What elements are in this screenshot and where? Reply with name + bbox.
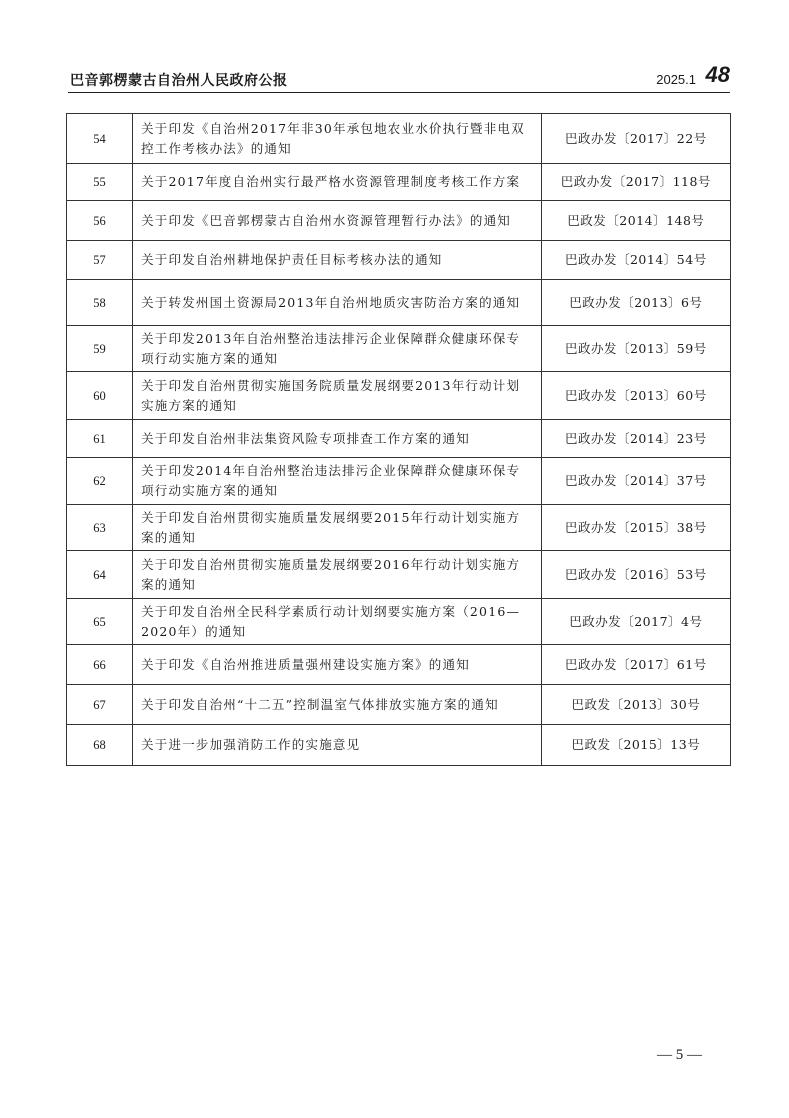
issue-number: 48 bbox=[705, 62, 730, 87]
row-number: 54 bbox=[67, 114, 133, 164]
document-title: 关于2017年度自治州实行最严格水资源管理制度考核工作方案 bbox=[133, 164, 542, 201]
document-number: 巴政办发〔2014〕54号 bbox=[541, 241, 730, 280]
document-list-table bbox=[66, 113, 731, 766]
table-row bbox=[67, 326, 731, 372]
document-number: 巴政发〔2015〕13号 bbox=[541, 725, 730, 766]
document-number: 巴政办发〔2017〕61号 bbox=[541, 645, 730, 685]
row-number: 61 bbox=[67, 420, 133, 458]
document-title: 关于印发《自治州2017年非30年承包地农业水价执行暨非电双控工作考核办法》的通知 bbox=[133, 114, 542, 164]
document-title: 关于印发自治州全民科学素质行动计划纲要实施方案（2016—2020年）的通知 bbox=[133, 599, 542, 645]
document-title: 关于印发自治州耕地保护责任目标考核办法的通知 bbox=[133, 241, 542, 280]
table-row bbox=[67, 505, 731, 551]
row-number: 64 bbox=[67, 551, 133, 599]
document-number: 巴政办发〔2013〕60号 bbox=[541, 372, 730, 420]
row-number: 59 bbox=[67, 326, 133, 372]
document-title: 关于印发《自治州推进质量强州建设实施方案》的通知 bbox=[133, 645, 542, 685]
document-number: 巴政办发〔2017〕4号 bbox=[541, 599, 730, 645]
document-title: 关于印发自治州贯彻实施质量发展纲要2016年行动计划实施方案的通知 bbox=[133, 551, 542, 599]
page-header bbox=[68, 62, 730, 93]
document-title: 关于进一步加强消防工作的实施意见 bbox=[133, 725, 542, 766]
document-number: 巴政办发〔2017〕22号 bbox=[541, 114, 730, 164]
table-row bbox=[67, 114, 731, 164]
table-row bbox=[67, 372, 731, 420]
table-row bbox=[67, 645, 731, 685]
document-number: 巴政发〔2014〕148号 bbox=[541, 201, 730, 241]
document-number: 巴政办发〔2017〕118号 bbox=[541, 164, 730, 201]
table-row bbox=[67, 241, 731, 280]
document-number: 巴政办发〔2014〕23号 bbox=[541, 420, 730, 458]
issue-date: 2025.1 bbox=[656, 72, 696, 87]
document-number: 巴政办发〔2014〕37号 bbox=[541, 458, 730, 505]
table-row bbox=[67, 551, 731, 599]
row-number: 60 bbox=[67, 372, 133, 420]
document-title: 关于印发自治州贯彻实施国务院质量发展纲要2013年行动计划实施方案的通知 bbox=[133, 372, 542, 420]
row-number: 68 bbox=[67, 725, 133, 766]
row-number: 63 bbox=[67, 505, 133, 551]
document-title: 关于印发自治州贯彻实施质量发展纲要2015年行动计划实施方案的通知 bbox=[133, 505, 542, 551]
row-number: 62 bbox=[67, 458, 133, 505]
document-number: 巴政办发〔2016〕53号 bbox=[541, 551, 730, 599]
table-row bbox=[67, 599, 731, 645]
document-title: 关于印发2013年自治州整治违法排污企业保障群众健康环保专项行动实施方案的通知 bbox=[133, 326, 542, 372]
row-number: 67 bbox=[67, 685, 133, 725]
table-row bbox=[67, 201, 731, 241]
row-number: 57 bbox=[67, 241, 133, 280]
document-number: 巴政办发〔2013〕59号 bbox=[541, 326, 730, 372]
row-number: 65 bbox=[67, 599, 133, 645]
document-title: 关于转发州国土资源局2013年自治州地质灾害防治方案的通知 bbox=[133, 280, 542, 326]
document-number: 巴政发〔2013〕30号 bbox=[541, 685, 730, 725]
table-row bbox=[67, 725, 731, 766]
table-row bbox=[67, 420, 731, 458]
document-title: 关于印发2014年自治州整治违法排污企业保障群众健康环保专项行动实施方案的通知 bbox=[133, 458, 542, 505]
document-number: 巴政办发〔2013〕6号 bbox=[541, 280, 730, 326]
row-number: 55 bbox=[67, 164, 133, 201]
document-title: 关于印发《巴音郭楞蒙古自治州水资源管理暂行办法》的通知 bbox=[133, 201, 542, 241]
table-row bbox=[67, 685, 731, 725]
table-row bbox=[67, 280, 731, 326]
row-number: 66 bbox=[67, 645, 133, 685]
document-title: 关于印发自治州“十二五”控制温室气体排放实施方案的通知 bbox=[133, 685, 542, 725]
table-row bbox=[67, 458, 731, 505]
page-number: — 5 — bbox=[657, 1047, 702, 1063]
row-number: 56 bbox=[67, 201, 133, 241]
gazette-title: 巴音郭楞蒙古自治州人民政府公报 bbox=[70, 73, 288, 89]
row-number: 58 bbox=[67, 280, 133, 326]
table-row bbox=[67, 164, 731, 201]
document-number: 巴政办发〔2015〕38号 bbox=[541, 505, 730, 551]
document-title: 关于印发自治州非法集资风险专项排查工作方案的通知 bbox=[133, 420, 542, 458]
